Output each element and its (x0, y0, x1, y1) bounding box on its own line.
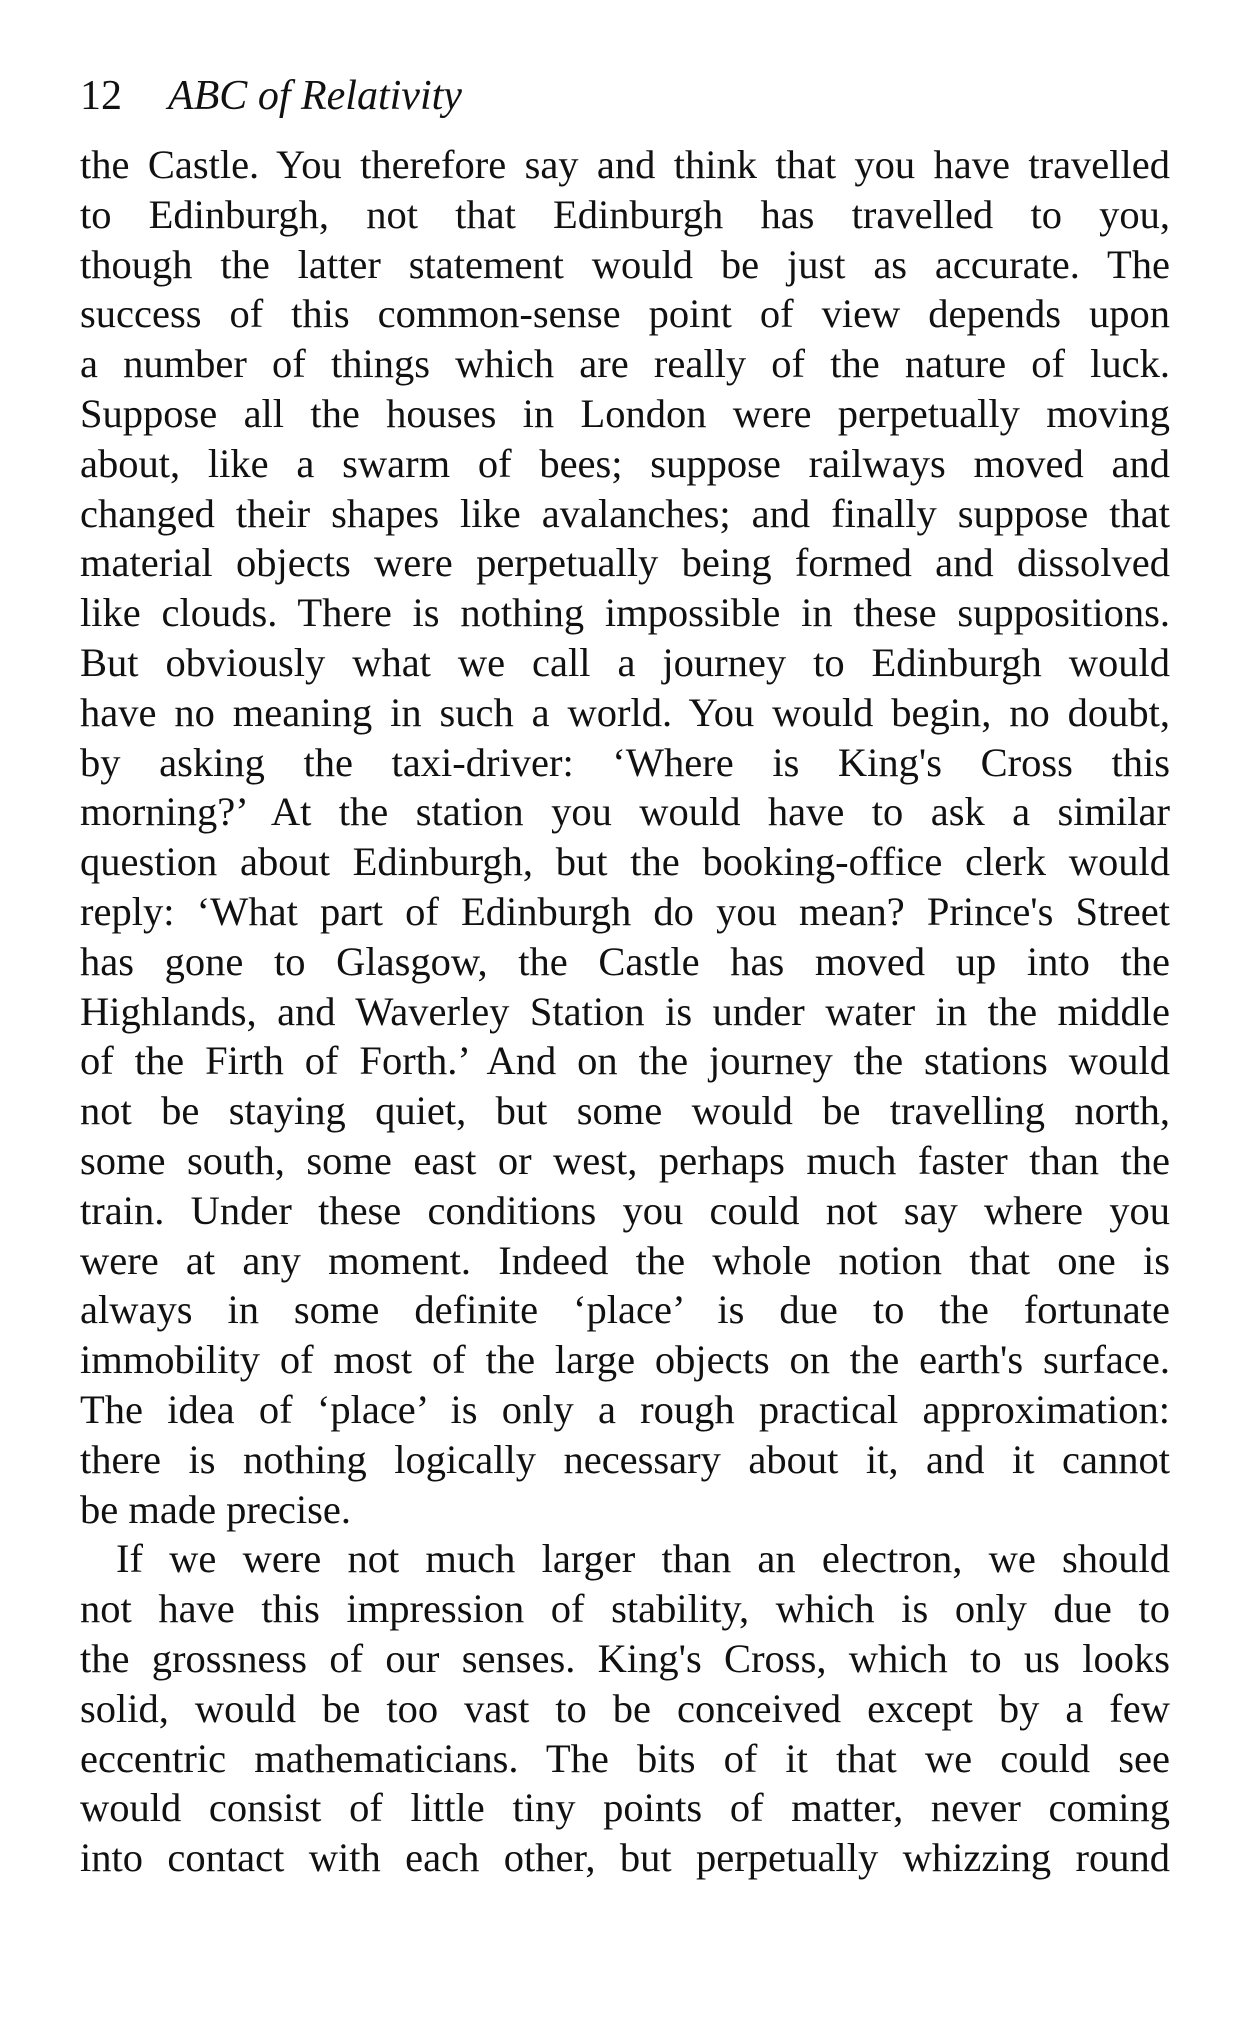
paragraph-2 (80, 1534, 1170, 1883)
text-line: train. Under these conditions you could not say where you (80, 1187, 1170, 1233)
text-line: material objects were perpetually being formed and dissolved (80, 540, 1170, 586)
text-line: If we were not much larger than an electron, we should (116, 1536, 1170, 1582)
running-head (80, 66, 1170, 126)
text-line: But obviously what we call a journey to Edinburgh would (80, 639, 1170, 685)
page-number: 12 (80, 73, 122, 119)
text-line: eccentric mathematicians. The bits of it that we could see (80, 1735, 1170, 1781)
book-title: ABC of Relativity (168, 73, 462, 119)
text-line: into contact with each other, but perpetually whizzing round (80, 1835, 1170, 1881)
text-line: about, like a swarm of bees; suppose railways moved and (80, 440, 1170, 486)
text-line: be made precise. (80, 1486, 351, 1532)
text-line: immobility of most of the large objects on the earth's surface. (80, 1337, 1170, 1383)
paragraph-1 (80, 140, 1170, 1534)
text-line: of the Firth of Forth.’ And on the journey the stations would (80, 1038, 1170, 1084)
text-line: The idea of ‘place’ is only a rough practical approximation: (80, 1386, 1170, 1432)
text-line: though the latter statement would be just as accurate. The (80, 241, 1170, 287)
text-line: has gone to Glasgow, the Castle has moved up into the (80, 938, 1170, 984)
text-line: were at any moment. Indeed the whole notion that one is (80, 1237, 1170, 1283)
text-line: Suppose all the houses in London were perpetually moving (80, 390, 1170, 436)
text-line: like clouds. There is nothing impossible in these suppositions. (80, 590, 1170, 636)
text-line: there is nothing logically necessary about it, and it cannot (80, 1436, 1170, 1482)
text-line: not be staying quiet, but some would be travelling north, (80, 1088, 1170, 1134)
text-line: the Castle. You therefore say and think that you have travelled (80, 142, 1170, 187)
text-line: morning?’ At the station you would have to ask a similar (80, 789, 1170, 835)
text-line: would consist of little tiny points of matter, never coming (80, 1785, 1170, 1831)
text-line: Highlands, and Waverley Station is under water in the middle (80, 988, 1170, 1034)
text-line: reply: ‘What part of Edinburgh do you mean? Prince's Street (80, 888, 1170, 934)
text-line: success of this common-sense point of view depends upon (80, 291, 1170, 337)
text-line: the grossness of our senses. King's Cross, which to us looks (80, 1635, 1170, 1681)
text-line: some south, some east or west, perhaps much faster than the (80, 1137, 1170, 1183)
text-line: changed their shapes like avalanches; and finally suppose that (80, 490, 1170, 536)
text-line: a number of things which are really of the nature of luck. (80, 341, 1170, 387)
text-line: by asking the taxi-driver: ‘Where is King's Cross this (80, 739, 1170, 785)
text-line: solid, would be too vast to be conceived except by a few (80, 1685, 1170, 1731)
text-line: have no meaning in such a world. You would begin, no doubt, (80, 689, 1170, 735)
text-line: always in some definite ‘place’ is due to the fortunate (80, 1287, 1170, 1333)
text-line: not have this impression of stability, which is only due to (80, 1586, 1170, 1632)
body-text (80, 140, 1170, 1883)
text-line: question about Edinburgh, but the booking-office clerk would (80, 839, 1170, 885)
text-line: to Edinburgh, not that Edinburgh has travelled to you, (80, 191, 1170, 237)
